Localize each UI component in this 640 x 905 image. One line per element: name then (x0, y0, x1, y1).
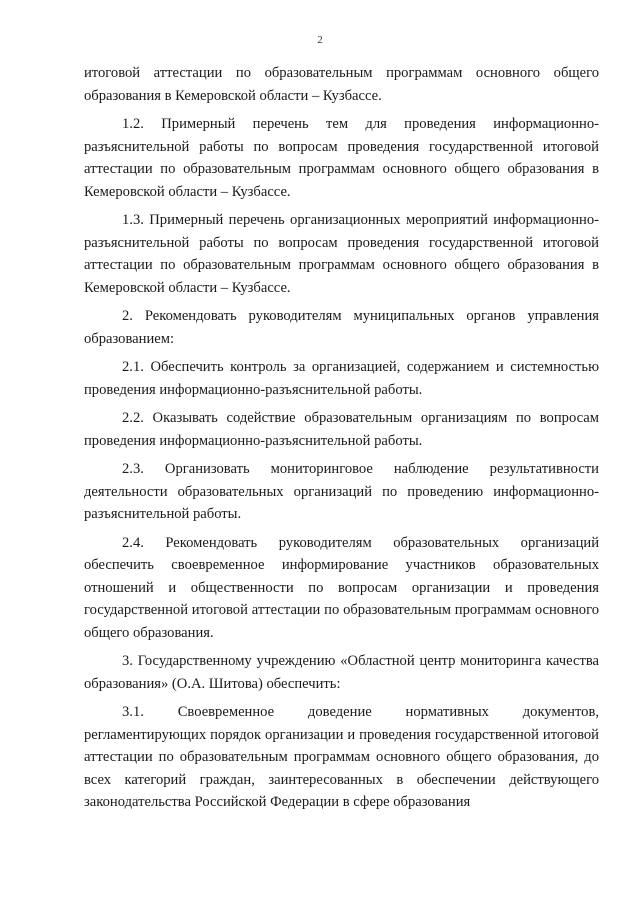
paragraph-2-4: 2.4. Рекомендовать руководителям образовательных организаций обеспечить своевременное информирование участников образовательных отношений и общественности по вопросам организации и проведения государственной итоговой аттестации по образовательным программам основного общего образования. (84, 534, 599, 641)
document-body (84, 62, 599, 820)
paragraph-2: 2. Рекомендовать руководителям муниципальных органов управления образованием: (84, 308, 599, 347)
paragraph-1-2: 1.2. Примерный перечень тем для проведения информационно-разъяснительной работы по вопросам проведения государственной итоговой аттестации по образовательным программам основного общего образования в Кемеровской области – Кузбассе. (84, 116, 599, 200)
paragraph-2-3: 2.3. Организовать мониторинговое наблюдение результативности деятельности образовательных организаций по проведению информационно-разъяснительной работы. (84, 461, 599, 522)
page-number: 2 (317, 34, 323, 46)
paragraph-2-1: 2.1. Обеспечить контроль за организацией, содержанием и системностью проведения информационно-разъяснительной работы. (84, 359, 599, 398)
paragraph-continuation: итоговой аттестации по образовательным программам основного общего образования в Кемеровской области – Кузбассе. (84, 65, 599, 104)
paragraph-3-1: 3.1. Своевременное доведение нормативных документов, регламентирующих порядок организации и проведения государственной итоговой аттестации по образовательным программам основного общего образования, до всех категорий граждан, заинтересованных в обеспечении действующего законодательства Российской Федерации в сфере образования (84, 704, 599, 810)
paragraph-3: 3. Государственному учреждению «Областной центр мониторинга качества образования» (О.А. Шитова) обеспечить: (84, 653, 599, 692)
paragraph-1-3: 1.3. Примерный перечень организационных мероприятий информационно-разъяснительной работы по вопросам проведения государственной итоговой аттестации по образовательным программам основного общего образования в Кемеровской области – Кузбассе. (84, 212, 599, 296)
paragraph-2-2: 2.2. Оказывать содействие образовательным организациям по вопросам проведения информационно-разъяснительной работы. (84, 410, 599, 449)
